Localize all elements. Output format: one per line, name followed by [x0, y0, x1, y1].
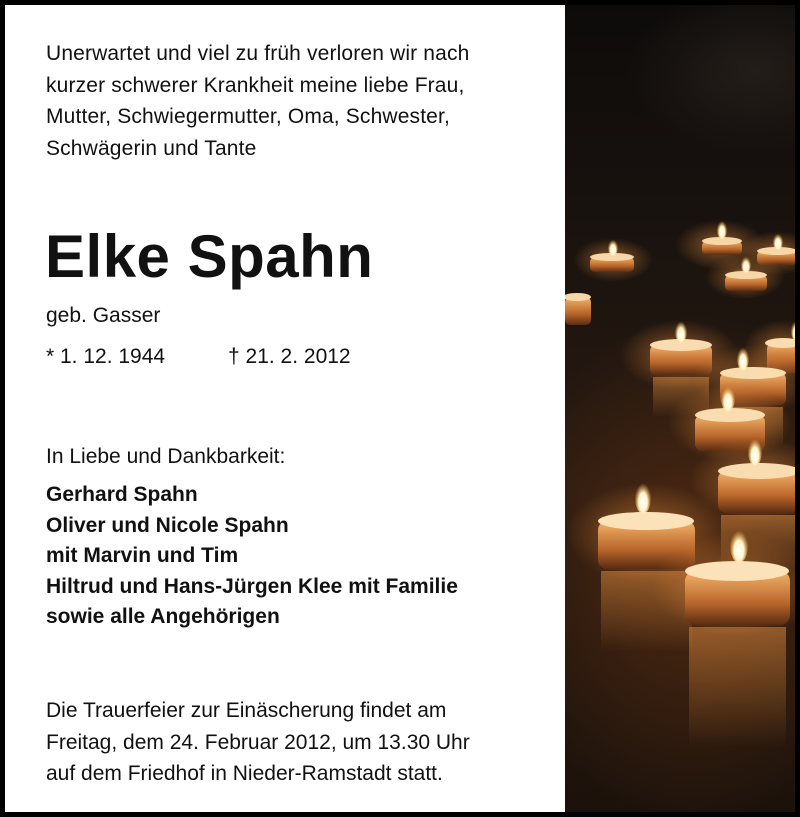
intro-text: [46, 38, 556, 164]
funeral-line: auf dem Friedhof in Nieder-Ramstadt statt.: [46, 762, 443, 785]
deceased-name: Elke Spahn: [45, 223, 374, 290]
mourner-name: Gerhard Spahn: [46, 483, 198, 506]
candles-illustration: [565, 5, 800, 812]
funeral-line: Freitag, dem 24. Februar 2012, um 13.30 Uhr: [46, 730, 470, 754]
mourner-name: Hiltrud und Hans-Jürgen Klee mit Familie: [46, 574, 458, 598]
life-dates: [5, 345, 565, 375]
birth-date: * 1. 12. 1944: [46, 345, 166, 368]
text-column: [5, 5, 565, 812]
candle: [565, 293, 591, 325]
intro-line: kurzer schwerer Krankheit meine liebe Frau,: [46, 73, 465, 97]
funeral-info: [46, 695, 470, 790]
mourners-list: [46, 480, 458, 633]
mourner-name: Oliver und Nicole Spahn: [46, 513, 289, 537]
candle: [573, 238, 653, 282]
tealight-candles-photo: [565, 5, 800, 812]
mourner-name: sowie alle Angehörigen: [46, 605, 280, 628]
intro-line: Schwägerin und Tante: [46, 136, 257, 160]
intro-line: Unerwartet und viel zu früh verloren wir nach: [46, 42, 470, 65]
mourners-heading: In Liebe und Dankbarkeit:: [46, 445, 286, 468]
death-date: † 21. 2. 2012: [228, 345, 351, 368]
funeral-line: Die Trauerfeier zur Einäscherung findet am: [46, 699, 447, 722]
candle: [705, 255, 785, 299]
mourner-name: mit Marvin und Tim: [46, 544, 239, 567]
intro-line: Mutter, Schwiegermutter, Oma, Schwester,: [46, 105, 450, 128]
birth-name: geb. Gasser: [46, 304, 161, 327]
